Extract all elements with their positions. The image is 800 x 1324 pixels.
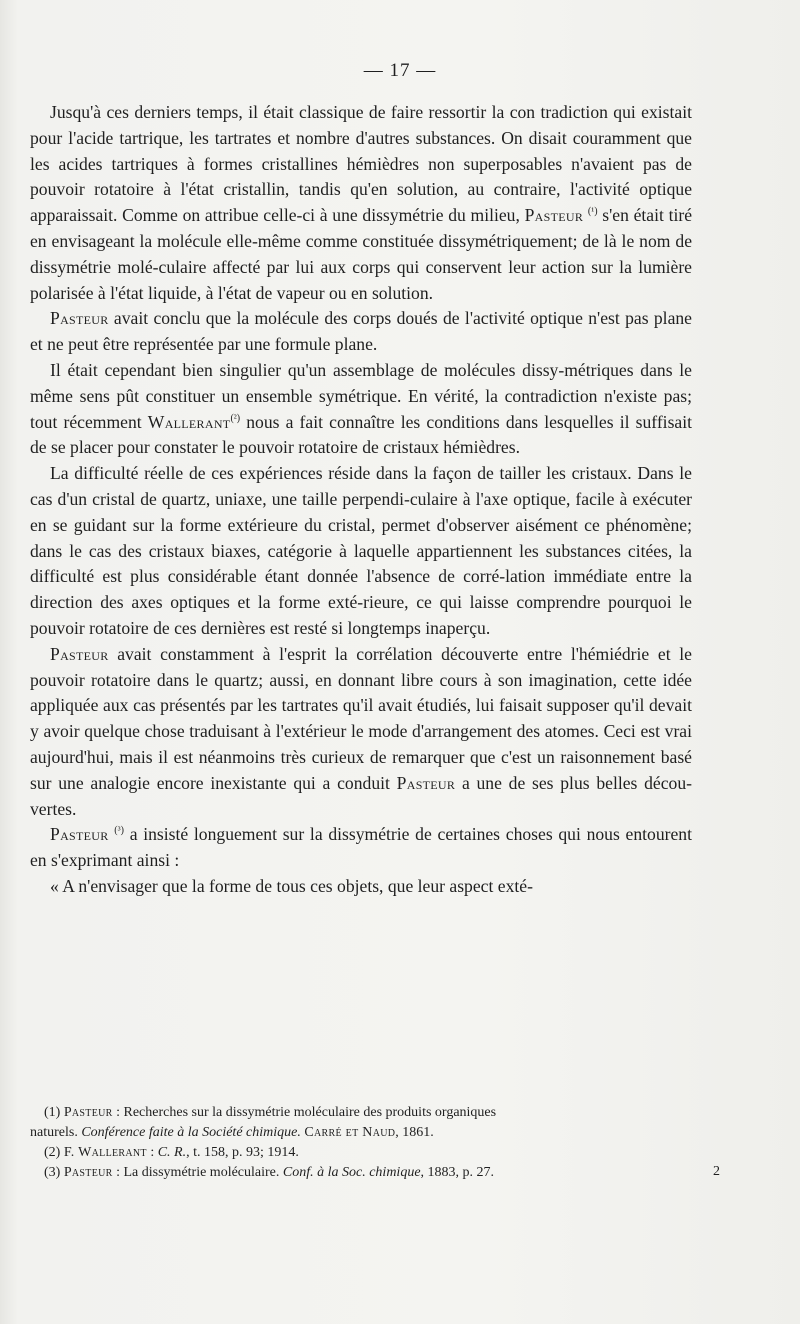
paragraph-2: Pasteur avait conclu que la molécule des corps doués de l'activité optique n'est pas plane et ne peut être représentée par une formule plane.	[30, 308, 692, 355]
footnote-ref: (¹)	[587, 206, 598, 218]
footnote-1-continued: naturels. Conférence faite à la Société chimique. Carré et Naud, 1861.	[30, 1125, 434, 1140]
footnote-3: (3) Pasteur : La dissymétrie moléculaire. Conf. à la Soc. chimique, 1883, p. 27.	[44, 1165, 495, 1180]
author-name: Pasteur	[50, 308, 109, 329]
paragraph-6: Pasteur $^{(^3)}$ a insisté longuement sur la dissymétrie de certaines choses qui nous entourent en s'exprimant ainsi :	[30, 824, 692, 871]
footnote-1: (1) Pasteur : Recherches sur la dissymétrie moléculaire des produits organiques	[44, 1105, 497, 1120]
author-name: Pasteur	[524, 205, 584, 226]
footnote-2: (2) F. Wallerant : C. R., t. 158, p. 93; 1914.	[44, 1145, 299, 1160]
paragraph-5: Pasteur avait constamment à l'esprit la corrélation découverte entre l'hémiédrie et le pouvoir rotatoire dans le quartz; aussi, en donnant libre cours à son imagination, cette idée appliquée aux cas présentés par les tartrates qu'il avait étudiés, lui faisait supposer qu'il devait y avoir quelque chose traduisant à l'extérieur le mode d'arrangement des atomes. Ceci est vrai aujourd'hui, mais il est néanmoins très curieux de remarquer que c'est un raisonnement basé sur une analogie encore inexistante qui a conduit Pasteur a une de ses plus belles décou-vertes.	[30, 643, 692, 819]
body-text	[30, 100, 692, 900]
author-name: Pasteur	[50, 824, 109, 845]
footnote-ref: (²)	[230, 412, 241, 424]
author-name: Pasteur	[396, 772, 456, 793]
paragraph-7: « A n'envisager que la forme de tous ces objets, que leur aspect exté-	[50, 875, 533, 896]
page-number: — 17 —	[363, 60, 437, 81]
footnotes	[30, 1103, 692, 1183]
signature-mark: 2	[713, 1164, 720, 1179]
footnote-ref: (³)	[114, 825, 124, 837]
author-name: Pasteur	[50, 643, 109, 664]
paragraph-1: Jusqu'à ces derniers temps, il était classique de faire ressortir la con tradiction qui existait pour l'acide tartrique, les tartrates et nombre d'autres substances. On disait couramment que les acides tartriques à formes cristallines hémièdres non superposables n'avaient pas de pouvoir rotatoire à l'état cristallin, tandis qu'en solution, au contraire, l'activité optique apparaissait. Comme on attribue celle-ci à une dissymétrie du milieu, Pasteur $^{(^1)}$ s'en était tiré en envisageant la molécule elle-même comme constituée dissymétriquement; de là le nom de dissymétrie molé-culaire affecté par lui aux corps qui conservent leur action sur la lumière polarisée à l'état liquide, à l'état de vapeur ou en solution.	[30, 102, 693, 303]
author-name: Wallerant	[147, 411, 231, 432]
paragraph-4: La difficulté réelle de ces expériences réside dans la façon de tailler les cristaux. Dans le cas d'un cristal de quartz, uniaxe, une taille perpendi-culaire à l'axe optique, facile à exécuter en se guidant sur la forme extérieure du cristal, permet d'observer aisément ce phénomène; dans le cas des cristaux biaxes, catégorie à laquelle appartiennent les substances citées, la difficulté est plus considérable étant donnée l'absence de corré-lation immédiate entre la direction des axes optiques et la forme exté-rieure, ce qui laisse comprendre pourquoi le pouvoir rotatoire de ces dernières est resté si longtemps inaperçu.	[30, 463, 692, 638]
paragraph-3: Il était cependant bien singulier qu'un assemblage de molécules dissy-métriques dans le même sens pût constituer un ensemble symétrique. En vérité, la contradiction n'existe pas; tout récemment Wallerant$^{(^2)}$ nous a fait connaître les conditions dans lesquelles il suffisait de se placer pour constater le pouvoir rotatoire de cristaux hémièdres.	[30, 359, 692, 458]
